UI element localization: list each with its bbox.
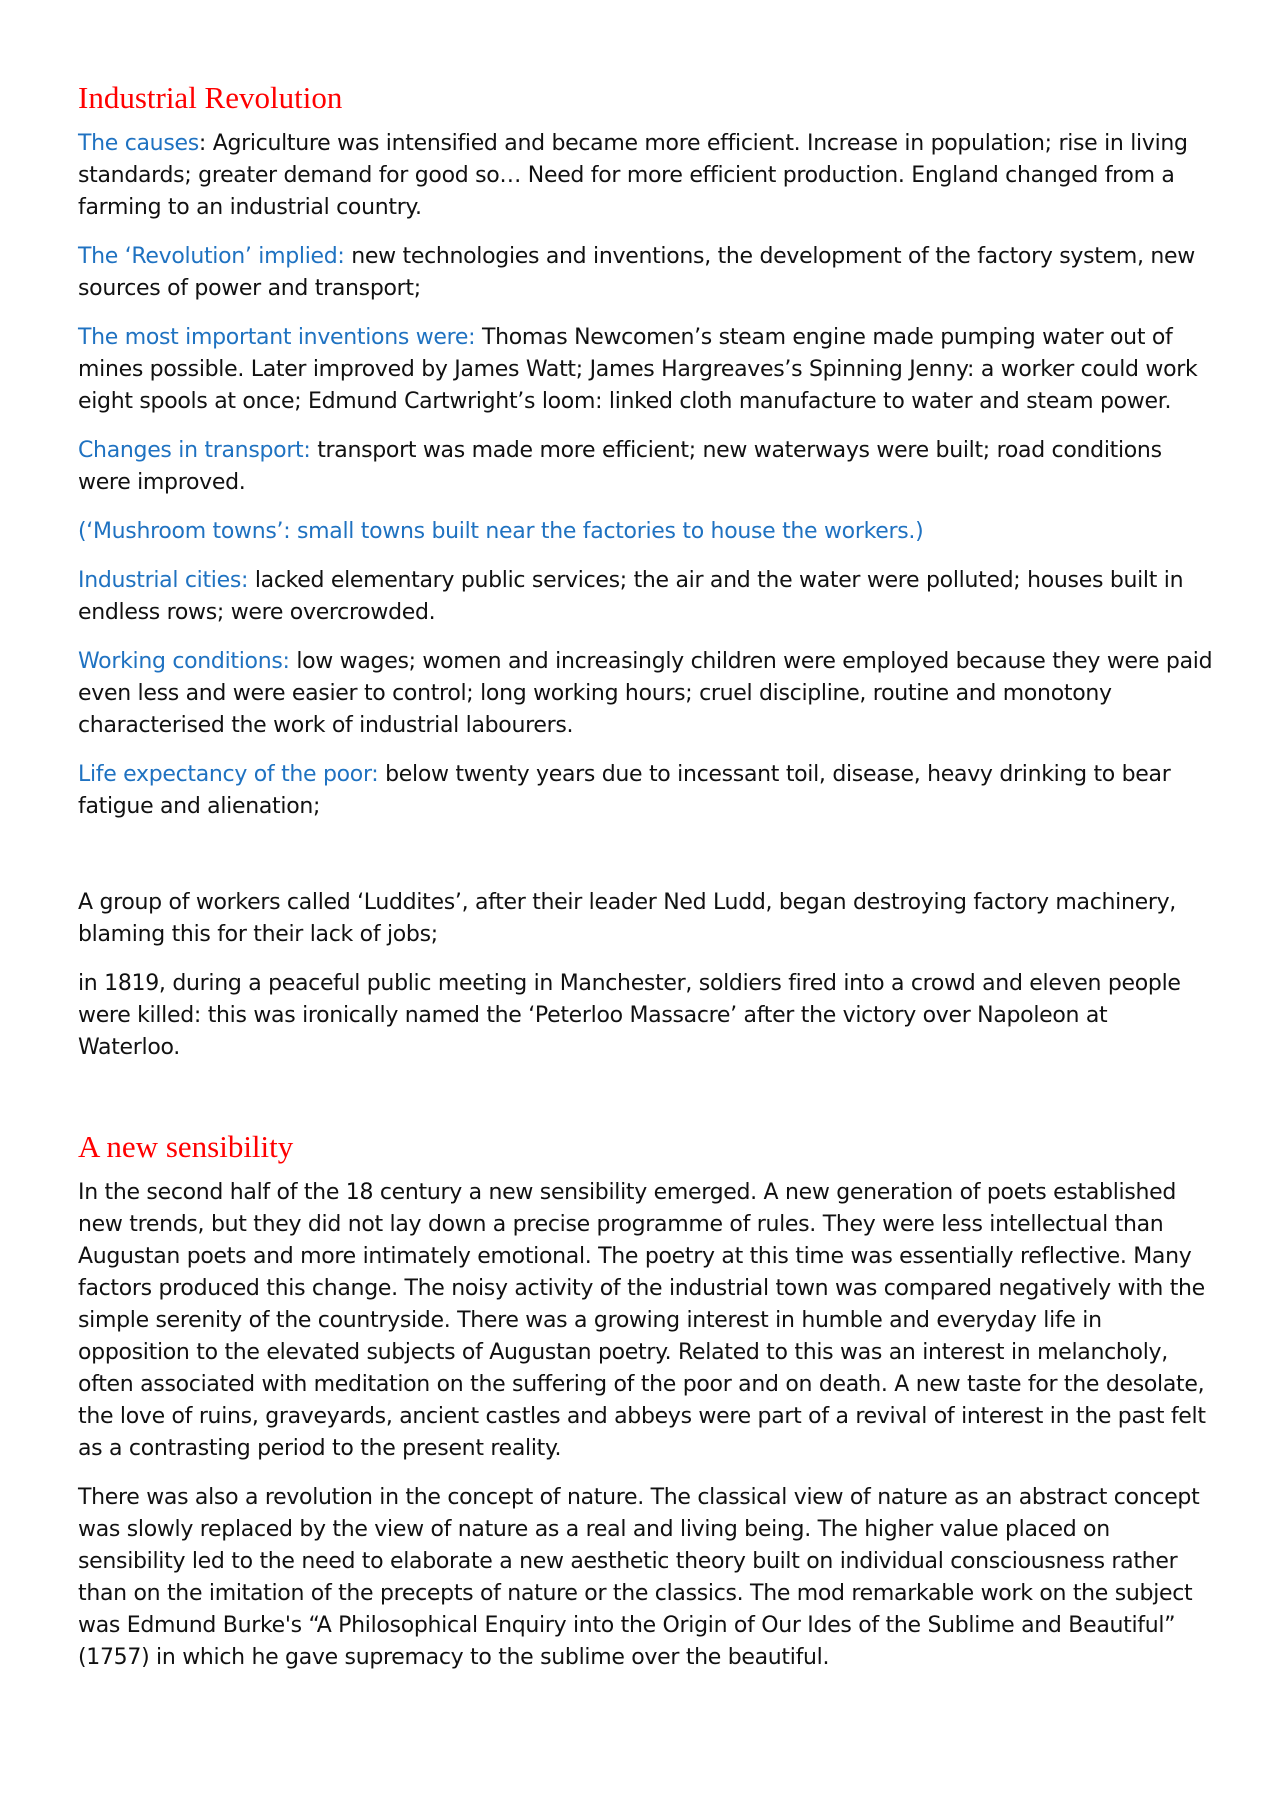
section-heading-new-sensibility: A new sensibility <box>78 1129 294 1164</box>
text-causes: : Agriculture was intensified and became more efficient. Increase in population; rise in living standards; greater demand for good so… Need for more efficient production. England changed from a farming to an industrial country. <box>78 131 1188 220</box>
paragraph-sensibility-1: In the second half of the 18 century a new sensibility emerged. A new generation of poets established new trends, but they did not lay down a precise programme of rules. They were less intellectual than Augustan poets and more intimately emotional. The poetry at this time was essentially reflective. Many factors produced this change. The noisy activity of the industrial town was compared negatively with the simple serenity of the countryside. There was a growing interest in humble and everyday life in opposition to the elevated subjects of Augustan poetry. Related to this was an interest in melancholy, often associated with meditation on the suffering of the poor and on death. A new taste for the desolate, the love of ruins, graveyards, ancient castles and abbeys were part of a revival of interest in the past felt as a contrasting period to the present reality. <box>78 1180 1206 1461</box>
label-transport: Changes in transport: <box>78 438 311 463</box>
text-working-conditions: low wages; women and increasingly children were employed because they were paid even less and were easier to control; long working hours; cruel discipline, routine and monotony characterised the work of industrial labourers. <box>78 649 1213 738</box>
paragraph-inventions <box>78 322 1213 418</box>
label-life-expectancy: Life expectancy of the poor: <box>78 762 379 787</box>
label-revolution-implied: The ‘Revolution’ implied: <box>78 244 345 269</box>
paragraph-working-conditions <box>78 646 1213 742</box>
text-revolution-implied: new technologies and inventions, the development of the factory system, new sources of power and transport; <box>78 244 1195 301</box>
label-working-conditions: Working conditions: <box>78 649 290 674</box>
label-inventions: The most important inventions were: <box>78 325 476 350</box>
paragraph-industrial-cities <box>78 565 1213 629</box>
document-body <box>78 78 1213 1691</box>
paragraph-peterloo: in 1819, during a peaceful public meeting in Manchester, soldiers fired into a crowd and eleven people were killed: this was ironically named the ‘Peterloo Massacre’ after the victory over Napoleon at Waterloo. <box>78 971 1181 1060</box>
paragraph-life-expectancy <box>78 759 1213 823</box>
text-transport: transport was made more efficient; new waterways were built; road conditions were improved. <box>78 438 1162 495</box>
paragraph-luddites: A group of workers called ‘Luddites’, after their leader Ned Ludd, began destroying factory machinery, blaming this for their lack of jobs; <box>78 890 1176 947</box>
text-industrial-cities: lacked elementary public services; the air and the water were polluted; houses built in endless rows; were overcrowded. <box>78 568 1184 625</box>
text-inventions: Thomas Newcomen’s steam engine made pumping water out of mines possible. Later improved by James Watt; James Hargreaves’s Spinning Jenny: a worker could work eight spools at once; Edmund Cartwright’s loom: linked cloth manufacture to water and steam power. <box>78 325 1198 414</box>
blank-spacer <box>78 840 1213 887</box>
note-mushroom-towns: (‘Mushroom towns’: small towns built near the factories to house the workers.) <box>78 519 924 544</box>
section-heading-industrial-revolution: Industrial Revolution <box>78 80 343 115</box>
label-industrial-cities: Industrial cities: <box>78 568 249 593</box>
paragraph-revolution-implied <box>78 241 1213 305</box>
text-life-expectancy: below twenty years due to incessant toil, disease, heavy drinking to bear fatigue and alienation; <box>78 762 1171 819</box>
paragraph-causes <box>78 128 1213 224</box>
paragraph-sensibility-2: There was also a revolution in the concept of nature. The classical view of nature as an abstract concept was slowly replaced by the view of nature as a real and living being. The higher value placed on sensibility led to the need to elaborate a new aesthetic theory built on individual consciousness rather than on the imitation of the precepts of nature or the classics. The mod remarkable work on the subject was Edmund Burke's “A Philosophical Enquiry into the Origin of Our Ides of the Sublime and Beautiful” (1757) in which he gave supremacy to the sublime over the beautiful. <box>78 1485 1200 1670</box>
paragraph-transport <box>78 435 1213 499</box>
label-causes: The causes <box>78 131 199 156</box>
section-spacer <box>78 1081 1213 1127</box>
